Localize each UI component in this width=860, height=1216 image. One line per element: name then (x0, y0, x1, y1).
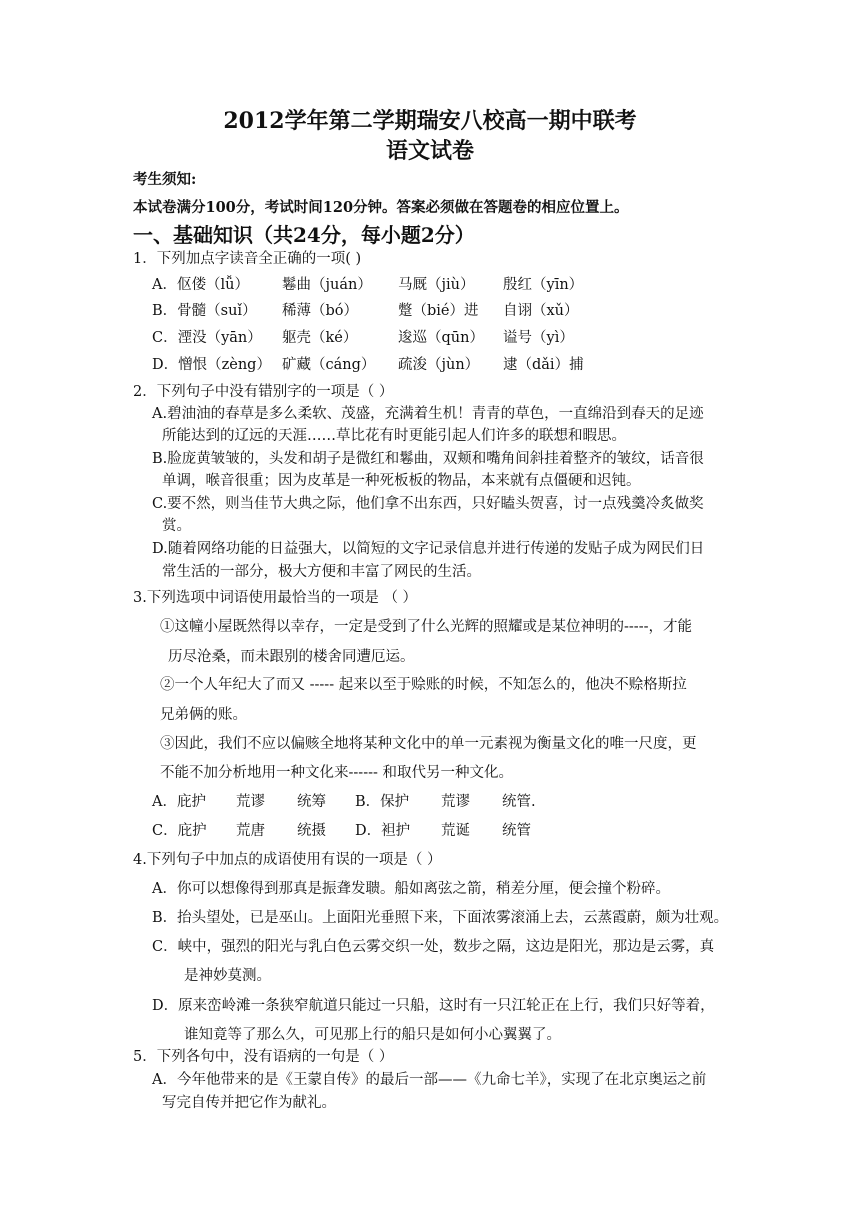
q3-option: 荒谬 (236, 794, 265, 810)
q2-line: 赏。 (162, 518, 191, 534)
q4-line: C．峡中，强烈的阳光与乳白色云雾交织一处，数步之隔，这边是阳光，那边是云雾，真 (152, 939, 715, 955)
q3-option: A．庇护 (152, 794, 206, 810)
q3-option: 荒谬 (441, 794, 470, 810)
q3-option: 统管. (502, 794, 536, 810)
notice-label: 考生须知: (133, 171, 197, 188)
q1-option: 稀薄（bó） (282, 303, 359, 319)
q1-option: 矿藏（cáng） (282, 357, 376, 373)
q2-line: 常生活的一部分，极大方便和丰富了网民的生活。 (162, 564, 481, 580)
q3-line: 不能不加分析地用一种文化来------ 和取代另一种文化。 (160, 765, 514, 781)
q3-option: 统筹 (297, 794, 326, 810)
q3-option: B．保护 (355, 794, 410, 810)
question-3-stem: 3.下列选项中词语使用最恰当的一项是 （ ） (133, 590, 418, 606)
q1-option: B．骨髓（suǐ） (152, 303, 257, 319)
q2-line: C.要不然，则当佳节大典之际，他们拿不出东西，只好瞌头贺喜，讨一点残羹冷炙做奖 (152, 496, 704, 512)
question-2-stem: 2．下列句子中没有错别字的一项是（ ） (133, 384, 394, 400)
section-heading: 一、基础知识（共24分，每小题2分） (133, 223, 475, 247)
q1-option: 马厩（jiù） (398, 277, 475, 293)
q3-option: D．袒护 (355, 823, 411, 839)
question-1-stem: 1．下列加点字读音全正确的一项( ) (133, 251, 362, 267)
q1-option: 殷红（yīn） (503, 277, 584, 293)
q3-line: 历尽沧桑，而未跟别的楼舍同遭厄运。 (168, 649, 415, 665)
q2-line: 所能达到的辽远的天涯……草比花有时更能引起人们许多的联想和暇思。 (162, 428, 626, 444)
q2-line: 单调，喉音很重；因为皮革是一种死板板的物品，本来就有点僵硬和迟钝。 (162, 473, 641, 489)
q3-line: ③因此，我们不应以偏赅全地将某种文化中的单一元素视为衡量文化的唯一尺度，更 (160, 736, 697, 752)
q2-line: D.随着网络功能的日益强大，以简短的文字记录信息并进行传递的发贴子成为网民们日 (152, 541, 705, 557)
q1-option: 逮（dǎi）捕 (503, 357, 584, 373)
exam-title: 2012学年第二学期瑞安八校高一期中联考 (223, 108, 637, 134)
q1-option: D．憎恨（zèng） (152, 357, 271, 373)
q3-option: 统摄 (297, 823, 326, 839)
q5-line: A．今年他带来的是《王蒙自传》的最后一部——《九命七羊》，实现了在北京奥运之前 (152, 1072, 707, 1088)
q3-line: 兄弟俩的账。 (160, 707, 247, 723)
q3-option: 统管 (502, 823, 531, 839)
q3-option: 荒诞 (441, 823, 470, 839)
q4-line: A．你可以想像得到那真是振聋发聩。船如离弦之箭，稍差分厘，便会撞个粉碎。 (152, 881, 670, 897)
exam-subtitle: 语文试卷 (385, 138, 474, 164)
question-4-stem: 4.下列句子中加点的成语使用有误的一项是（ ） (133, 852, 442, 868)
q2-line: A.碧油油的春草是多么柔软、茂盛，充满着生机！青青的草色，一直绵沿到春天的足迹 (152, 406, 704, 422)
notice-text: 本试卷满分100分，考试时间120分钟。答案必须做在答题卷的相应位置上。 (133, 199, 629, 216)
q1-option: 疏浚（jùn） (398, 357, 480, 373)
q3-option: 荒唐 (236, 823, 265, 839)
q5-line: 写完自传并把它作为献礼。 (162, 1095, 336, 1111)
q3-option: C．庇护 (152, 823, 207, 839)
q3-line: ①这幢小屋既然得以幸存，一定是受到了什么光辉的照耀或是某位神明的-----，才能 (160, 619, 692, 635)
q1-option: 躯壳（ké） (282, 330, 358, 346)
q2-line: B.脸庞黄皱皱的，头发和胡子是微红和鬈曲，双颊和嘴角间斜挂着整齐的皱纹，话音很 (152, 451, 704, 467)
q1-option: C．湮没（yān） (152, 330, 262, 346)
q1-option: 逡巡（qūn） (398, 330, 484, 346)
q1-option: 自诩（xǔ） (503, 303, 579, 319)
q1-option: 鬈曲（juán） (282, 277, 372, 293)
q1-option: 蹩（bié）进 (398, 303, 479, 319)
q1-option: A．伛偻（lǚ） (152, 277, 249, 293)
q4-line: B．抬头望处，已是巫山。上面阳光垂照下来，下面浓雾滚涌上去，云蒸霞蔚，颇为壮观。 (152, 910, 729, 926)
q4-line: 谁知竟等了那么久，可见那上行的船只是如何小心翼翼了。 (184, 1027, 561, 1043)
question-5-stem: 5．下列各句中，没有语病的一句是（ ） (133, 1049, 394, 1065)
q4-line: D．原来峦岭滩一条狭窄航道只能过一只船，这时有一只江轮正在上行，我们只好等着， (152, 998, 715, 1014)
q3-line: ②一个人年纪大了而又 ----- 起来以至于赊账的时候，不知怎么的，他决不赊格斯拉 (160, 677, 687, 693)
q1-option: 谥号（yì） (503, 330, 574, 346)
q4-line: 是神妙莫测。 (184, 968, 271, 984)
